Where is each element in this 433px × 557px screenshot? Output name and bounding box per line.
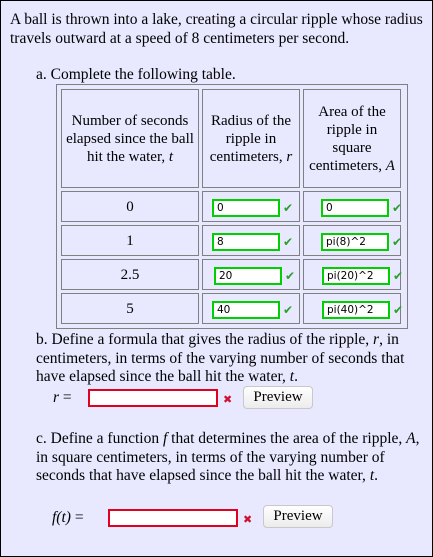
part-c-text-4: . (374, 467, 378, 484)
table-row-0-t (61, 191, 199, 222)
part-b-var-r: r (373, 331, 380, 348)
t-value: 2.5 (120, 266, 140, 283)
part-b-instruction (36, 331, 421, 387)
header-area-text: Area of the ripple in square centimeters, (309, 103, 386, 174)
checkmark-icon: ✔ (283, 235, 294, 249)
preview-area-button[interactable]: Preview (263, 505, 333, 528)
answer-table (56, 84, 408, 329)
checkmark-icon: ✔ (393, 303, 404, 317)
part-c-var-t: t (369, 467, 375, 484)
part-b-text-2: , in centimeters, in terms of the varying number of seconds that have elapsed since the ball hit the water, (36, 331, 405, 385)
radius-input-row-3[interactable]: 40 (212, 301, 280, 319)
area-function-label (52, 509, 84, 527)
radius-label-var: r (53, 389, 60, 406)
checkmark-icon: ✔ (285, 269, 296, 283)
x-mark-icon: ✖ (223, 393, 233, 406)
t-value: 5 (126, 300, 134, 317)
x-mark-icon: ✖ (243, 513, 253, 526)
area-label-fn: f(t) (52, 509, 71, 526)
radius-input-row-2[interactable]: 20 (214, 267, 282, 285)
area-input-row-1[interactable]: pi(8)^2 (321, 233, 389, 251)
part-c-var-f: f (162, 430, 168, 447)
part-c-text-1: c. Define a function (36, 430, 160, 447)
checkmark-icon: ✔ (393, 269, 404, 283)
part-c-var-a: A (406, 430, 416, 447)
area-input-row-2[interactable]: pi(20)^2 (322, 267, 390, 285)
header-radius-var: r (286, 148, 293, 165)
preview-radius-button[interactable]: Preview (243, 386, 313, 409)
radius-input-row-0[interactable]: 0 (212, 199, 280, 217)
header-seconds-var: t (168, 148, 174, 165)
checkmark-icon: ✔ (392, 235, 403, 249)
area-input-row-0[interactable]: 0 (321, 199, 389, 217)
table-row-3-t (61, 293, 199, 324)
checkmark-icon: ✔ (283, 303, 294, 317)
t-value: 1 (126, 232, 134, 249)
radius-label-eq: = (62, 389, 72, 406)
part-a-instruction: a. Complete the following table. (36, 66, 236, 83)
radius-input-row-1[interactable]: 8 (212, 233, 280, 251)
area-function-input[interactable] (108, 509, 238, 527)
header-seconds-text: Number of seconds elapsed since the ball hit the water, (66, 112, 194, 165)
problem-panel (1, 1, 432, 556)
part-c-text-3: , in square centimeters, in terms of the varying number of seconds that have elapsed since the ball hit the water, (36, 430, 420, 484)
radius-formula-label (53, 389, 72, 407)
checkmark-icon: ✔ (392, 201, 403, 215)
table-row-2-t (61, 259, 199, 290)
header-area (303, 89, 401, 188)
header-radius-text: Radius of the ripple in centimeters, (209, 112, 291, 165)
header-seconds (61, 89, 199, 188)
radius-formula-input[interactable] (88, 389, 218, 407)
t-value: 0 (126, 198, 134, 215)
problem-intro: A ball is thrown into a lake, creating a circular ripple whose radius travels outward at a speed of 8 centimeters per second. (10, 11, 423, 47)
part-b-text-3: . (294, 368, 298, 385)
header-radius (202, 89, 300, 188)
table-row-1-t (61, 225, 199, 256)
part-b-text-1: b. Define a formula that gives the radius of the ripple, (36, 331, 370, 348)
part-c-instruction (36, 430, 426, 486)
area-label-eq: = (74, 509, 84, 526)
part-b-var-t: t (289, 368, 295, 385)
header-area-var: A (385, 157, 395, 174)
part-c-text-2: that determines the area of the ripple, (171, 430, 403, 447)
checkmark-icon: ✔ (283, 201, 294, 215)
area-input-row-3[interactable]: pi(40)^2 (322, 301, 390, 319)
